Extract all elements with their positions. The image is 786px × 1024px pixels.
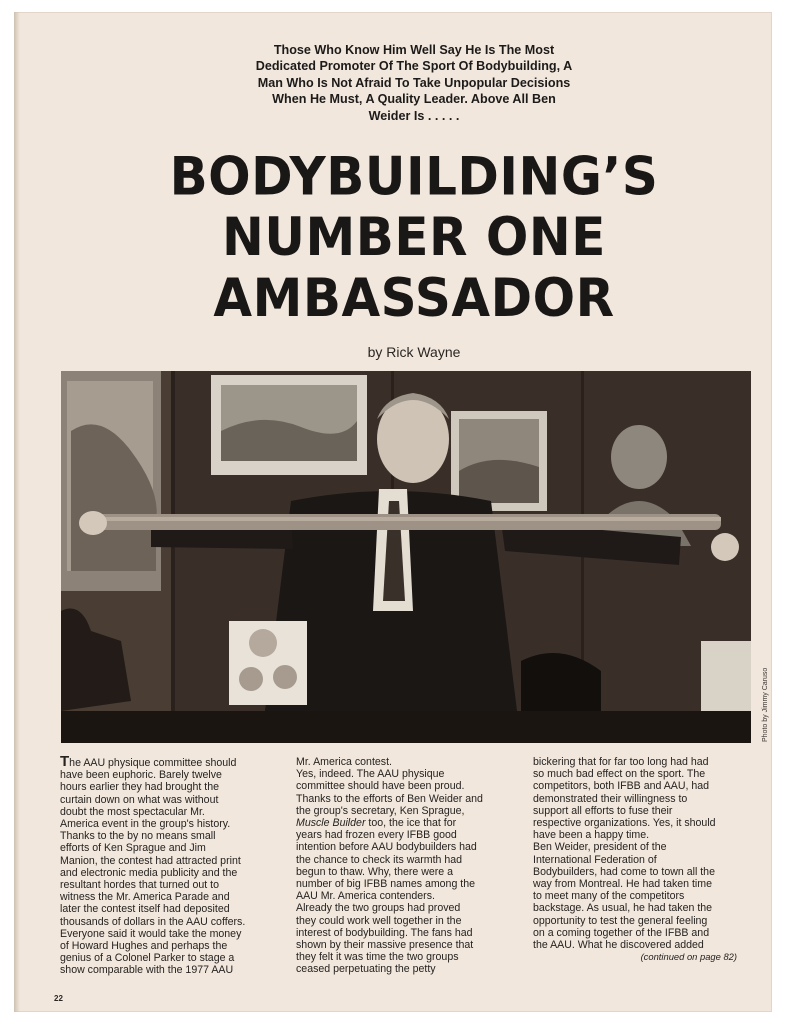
article-line: curtain down on what was without	[60, 793, 219, 806]
article-line: number of big IFBB names among the	[296, 878, 476, 891]
article-line: doubt the most spectacular Mr.	[60, 805, 205, 818]
article-line: Bodybuilders, had come to town all the	[533, 865, 715, 878]
deck-line: Man Who Is Not Afraid To Take Unpopular Decisions	[257, 75, 571, 90]
headline-line: AMBASSADOR	[213, 267, 615, 329]
article-line: they could work well together in the	[296, 914, 462, 927]
article-line: efforts of Ken Sprague and Jim	[60, 842, 206, 855]
article-line: respective organizations. Yes, it should	[533, 817, 716, 830]
article-line: show comparable with the 1977 AAU	[60, 964, 234, 977]
article-line: genius of a Colonel Parker to stage a	[60, 952, 235, 965]
article-line: years had frozen every IFBB good	[296, 829, 457, 842]
headline-line: NUMBER ONE	[222, 206, 606, 268]
article-line: committee should have been proud.	[296, 780, 465, 793]
article-line: The AAU physique committee should	[60, 753, 237, 770]
article-column-3	[533, 756, 741, 963]
article-line: resultant hordes that turned out to	[60, 879, 220, 892]
article-line: competitors, both IFBB and AAU, had	[533, 780, 710, 793]
article-line: Already the two groups had proved	[296, 902, 461, 915]
article-column-1	[60, 753, 268, 977]
deck-text	[174, 42, 654, 124]
article-line: they felt it was time the two groups	[296, 951, 459, 964]
photo-illustration	[61, 371, 751, 743]
article-line: bickering that for far too long had had	[533, 756, 709, 768]
article-line: of Howard Hughes and perhaps the	[60, 940, 228, 953]
drop-cap: T	[60, 753, 70, 770]
article-line: Everyone said it would take the money	[60, 927, 242, 940]
article-line: the chance to check its warmth had	[296, 853, 463, 866]
article-line: intention before AAU bodybuilders had	[296, 841, 477, 854]
article-line: to meet many of the competitors	[533, 890, 685, 903]
photo-credit: Photo by Jimmy Caruso	[762, 667, 769, 742]
magazine-title-italic: Muscle Builder	[296, 817, 366, 830]
continued-note: (continued on page 82)	[640, 951, 737, 963]
article-line: backstage. As usual, he had taken the	[533, 902, 713, 915]
article-line: have been a happy time.	[533, 829, 650, 842]
deck-line: Weider Is . . . . .	[368, 108, 460, 123]
article-line: Mr. America contest.	[296, 756, 392, 768]
article-line: shown by their massive presence that	[296, 939, 474, 952]
article-line: way from Montreal. He had taken time	[533, 878, 712, 891]
article-line: Muscle Builder too, the ice that for	[296, 817, 457, 830]
article-line: later the contest itself had deposited	[60, 903, 230, 916]
article-line: Ben Weider, president of the	[533, 841, 667, 854]
deck-line: Dedicated Promoter Of The Sport Of Bodybuilding, A	[255, 59, 573, 74]
article-line: Yes, indeed. The AAU physique	[296, 768, 445, 781]
article-line: support all efforts to fuse their	[533, 804, 673, 817]
article-line: the group's secretary, Ken Sprague,	[296, 804, 465, 817]
article-line: interest of bodybuilding. The fans had	[296, 926, 473, 939]
article-line: AAU Mr. America contenders.	[296, 890, 435, 903]
deck-line: When He Must, A Quality Leader. Above All Ben	[272, 92, 556, 107]
article-line: demonstrated their willingness to	[533, 792, 688, 805]
article-line: ceased perpetuating the petty	[296, 963, 436, 976]
article-photo	[61, 371, 751, 743]
article-column-2	[296, 756, 504, 976]
article-line: Thanks to the efforts of Ben Weider and	[296, 792, 483, 805]
page-number: 22	[54, 994, 63, 1003]
article-line: begun to thaw. Why, there were a	[296, 865, 454, 878]
article-line: have been euphoric. Barely twelve	[60, 769, 222, 782]
article-line: witness the Mr. America Parade and	[60, 891, 230, 904]
article-line: and electronic media publicity and the	[60, 866, 238, 879]
headline-line: BODYBUILDING’S	[169, 146, 659, 207]
byline: by Rick Wayne	[367, 344, 461, 360]
article-line: America event in the group's history.	[60, 818, 231, 831]
deck-line: Those Who Know Him Well Say He Is The Most	[273, 43, 555, 57]
article-line: on a coming together of the IFBB and	[533, 926, 710, 939]
article-line: so much bad effect on the sport. The	[533, 768, 706, 781]
article-line: thousands of dollars in the AAU coffers.	[60, 915, 246, 928]
article-line: hours earlier they had brought the	[60, 781, 220, 794]
headline	[114, 146, 714, 329]
article-line: Manion, the contest had attracted print	[60, 854, 241, 867]
article-line: the AAU. What he discovered added	[533, 939, 704, 952]
magazine-page	[14, 12, 772, 1012]
article-line: International Federation of	[533, 853, 657, 866]
article-line: Thanks to the by no means small	[60, 830, 216, 843]
article-line: opportunity to test the general feeling	[533, 914, 708, 927]
